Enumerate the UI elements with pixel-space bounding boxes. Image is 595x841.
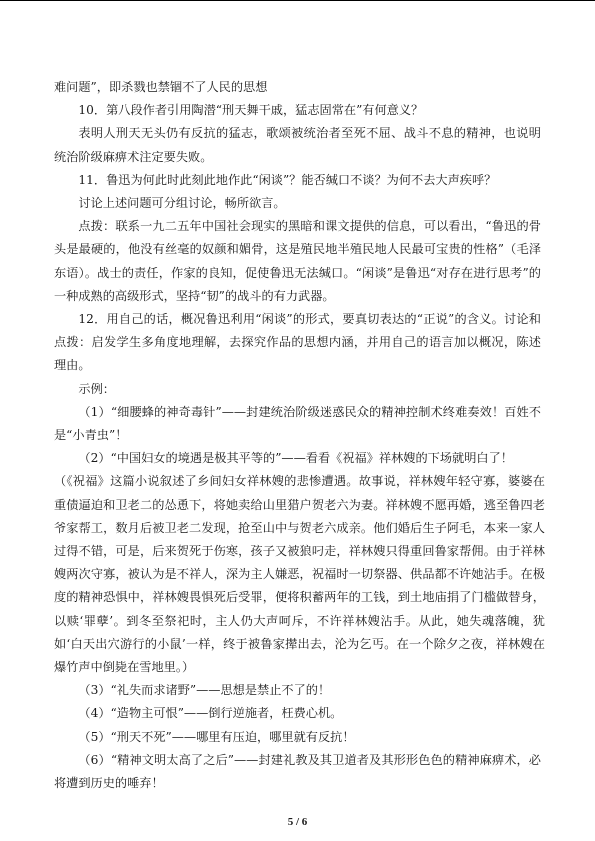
question-10: 10．第八段作者引用陶潜“刑天舞干戚，猛志固常在”有何意义？ bbox=[78, 103, 424, 118]
example-5: （5）“刑天不死”——哪里有压迫，哪里就有反抗！ bbox=[78, 729, 355, 744]
example-3: （3）“礼失而求诸野”——思想是禁止不了的！ bbox=[78, 683, 331, 698]
example-4: （4）“造物主可恨”——倒行逆施者，枉费心机。 bbox=[78, 706, 343, 721]
example-1: （1）“细腰蜂的神奇毒针”——封建统治阶级迷惑民众的精神控制术终难奏效！百姓不是“小青虫”！ bbox=[54, 404, 541, 443]
question-11: 11．鲁迅为何此时此刻此地作此“闲谈”？能否缄口不谈？为何不去大声疾呼？ bbox=[78, 172, 497, 187]
answer-10: 表明人刑天无头仍有反抗的猛志，歌颂被统治者至死不屈、战斗不息的精神，也说明统治阶级麻痹术注定要失败。 bbox=[54, 126, 541, 164]
paragraph: 难问题”，即杀戮也禁锢不了人民的思想 bbox=[54, 80, 268, 94]
example-6: （6）“精神文明太高了之后”——封建礼教及其卫道者及其形形色色的精神麻痹术，必将遭到历史的唾弃！ bbox=[54, 752, 541, 791]
document-body bbox=[0, 76, 595, 795]
hint-paragraph: 点拨：联系一九二五年中国社会现实的黑暗和课文提供的信息，可以看出，“鲁迅的骨头是最硬的，他没有丝毫的奴颜和媚骨，这是殖民地半殖民地人民最可宝贵的性格”（毛泽东语）。战士的责任，作家的良知，促使鲁迅无法缄口。“闲谈”是鲁迅“对存在进行思考”的一种成熟的高级形式，坚持“韧”的战斗的有力武器。 bbox=[54, 219, 541, 303]
discussion-note: 讨论上述问题可分组讨论，畅所欲言。 bbox=[78, 196, 286, 211]
page-number: 5 / 6 bbox=[287, 816, 308, 828]
question-12: 12．用自己的话，概况鲁迅利用“闲谈”的形式，要真切表达的“正说”的含义。讨论和点拨：启发学生多角度地理解，去探究作品的思想内涵，并用自己的语言加以概况，陈述理由。 bbox=[54, 312, 541, 373]
zhufu-summary: （《祝福》这篇小说叙述了乡间妇女祥林嫂的悲惨遭遇。故事说，祥林嫂年轻守寡，婆婆在重债逼迫和卫老二的怂恿下，将她卖给山里猎户贺老六为妻。祥林嫂不愿再婚，逃至鲁四老爷家帮工，数月后被卫老二发现，抢至山中与贺老六成亲。他们婚后生子阿毛，本来一家人过得不错，可是，后来贺死于伤寒，孩子又被狼叼走，祥林嫂只得重回鲁家帮佣。由于祥林嫂两次守寡，被认为是不祥人，深为主人嫌恶，祝福时一切祭器、供品都不许她沾手。在极度的精神恐惧中，祥林嫂畏惧死后受罪，便将积蓄两年的工钱，到土地庙捐了门槛做替身，以赎‘罪孽’。到冬至祭祀时，主人仍大声呵斥，不许祥林嫂沾手。从此，她失魂落魄，犹如‘白天出穴游行的小鼠’一样，终于被鲁家撵出去，沦为乞丐。在一个除夕之夜，祥林嫂在爆竹声中倒毙在雪地里。） bbox=[54, 474, 545, 675]
example-2: （2）“中国妇女的境遇是极其平等的”——看看《祝福》祥林嫂的下场就明白了！ bbox=[78, 451, 513, 466]
example-heading: 示例： bbox=[78, 381, 115, 396]
header-rule bbox=[0, 0, 595, 1]
